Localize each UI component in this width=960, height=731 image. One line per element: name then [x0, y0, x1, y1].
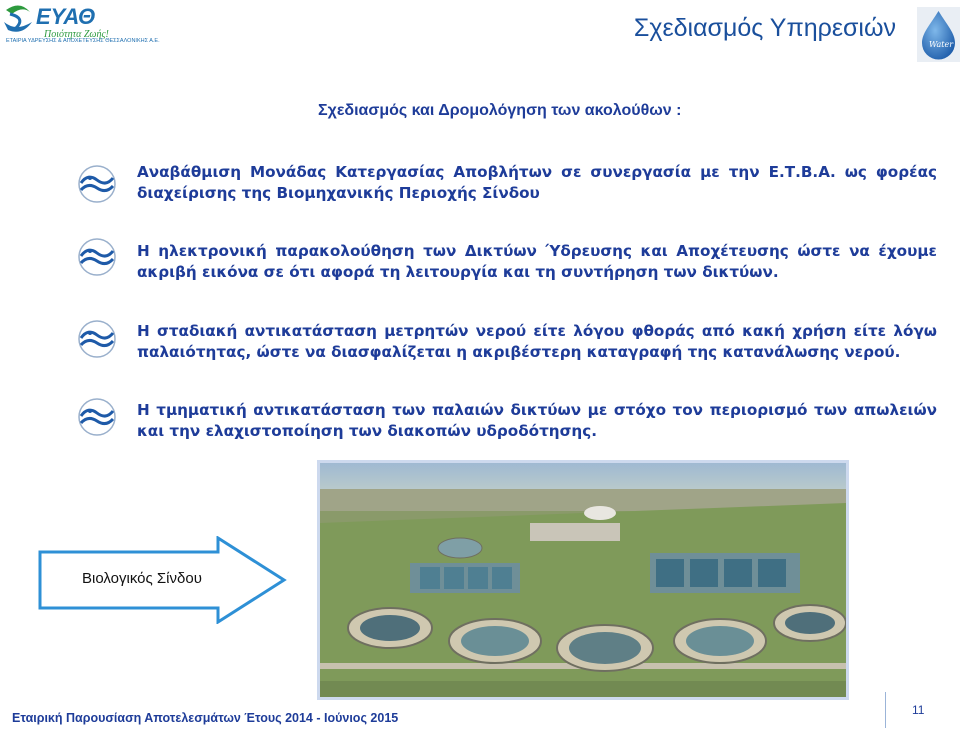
section-subtitle: Σχεδιασμός και Δρομολόγηση των ακολούθων : — [318, 102, 682, 119]
wave-bullet-icon — [76, 236, 118, 278]
logo-mark-icon — [2, 2, 114, 42]
wave-bullet-icon — [76, 396, 118, 438]
treatment-plant-photo — [317, 460, 849, 700]
item-text-2: Η ηλεκτρονική παρακολούθηση των Δικτύων Ύδρευσης και Αποχέτευσης ώστε να έχουμε ακριβή εικόνα σε ότι αφορά τη λειτουργία και τη συντήρηση των δικτύων. — [137, 242, 937, 281]
wave-bullet-icon — [76, 163, 118, 205]
item-text-3: Η σταδιακή αντικατάσταση μετρητών νερού είτε λόγου φθοράς από κακή χρήση είτε λόγω παλαιότητας, ώστε να διασφαλίζεται η ακριβέστερη καταγραφή της κατανάλωσης νερού. — [137, 322, 937, 361]
logo-slogan: Ποιότητα Ζωής! — [44, 29, 109, 40]
page-number: 11 — [912, 703, 925, 717]
footer-divider — [885, 692, 886, 728]
water-drop-badge — [917, 7, 960, 62]
logo-text: ΕΥΑΘ — [36, 4, 96, 29]
wave-bullet-icon — [76, 318, 118, 360]
drop-text: Water — [929, 40, 954, 49]
item-text-1: Αναβάθμιση Μονάδας Κατεργασίας Αποβλήτων σε συνεργασία με την Ε.Τ.Β.Α. ως φορέας διαχείρισης της Βιομηχανικής Περιοχής Σίνδου — [137, 163, 937, 202]
arrow-label: Βιολογικός Σίνδου — [82, 570, 202, 587]
logo-tagline: ΕΤΑΙΡΙΑ ΥΔΡΕΥΣΗΣ & ΑΠΟΧΕΤΕΥΣΗΣ ΘΕΣΣΑΛΟΝΙΚΗΣ Α.Ε. — [6, 38, 160, 44]
water-drop-icon — [917, 7, 960, 62]
item-text-4: Η τμηματική αντικατάσταση των παλαιών δικτύων με στόχο τον περιορισμό των απωλειών και την ελαχιστοποίηση των διακοπών υδροδότησης. — [137, 401, 937, 440]
page-title: Σχεδιασμός Υπηρεσιών — [633, 14, 896, 42]
footer-text: Εταιρική Παρουσίαση Αποτελεσμάτων Έτους 2014 - Ιούνιος 2015 — [12, 711, 399, 725]
